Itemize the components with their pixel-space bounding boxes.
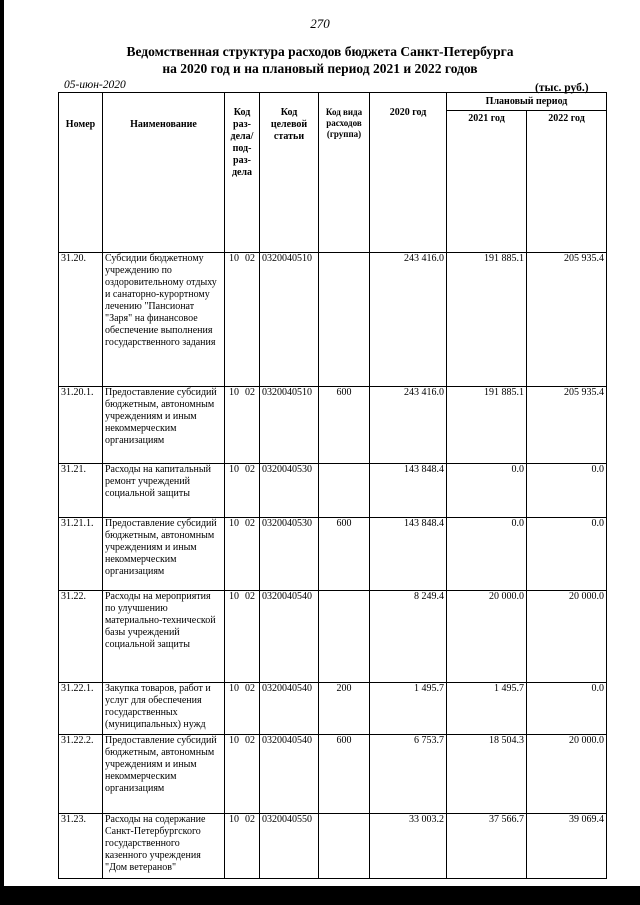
row-value-2020: 143 848.4 xyxy=(370,518,447,591)
row-target-code: 0320040530 xyxy=(260,518,319,591)
row-value-2020: 143 848.4 xyxy=(370,464,447,518)
row-value-2020: 1 495.7 xyxy=(370,683,447,735)
row-expense-type: 600 xyxy=(319,387,370,464)
table-row xyxy=(59,735,607,814)
header-2021: 2021 год xyxy=(447,111,527,253)
row-value-2022: 20 000.0 xyxy=(527,735,607,814)
row-value-2021: 0.0 xyxy=(447,464,527,518)
row-section-code xyxy=(225,683,260,735)
row-razdel: 10 xyxy=(229,253,239,264)
row-razdel: 10 xyxy=(229,518,239,529)
row-number: 31.20.1. xyxy=(59,387,103,464)
row-number: 31.22.2. xyxy=(59,735,103,814)
row-podrazdel: 02 xyxy=(245,387,255,398)
page-title xyxy=(0,43,640,77)
table-row xyxy=(59,683,607,735)
row-section-code xyxy=(225,464,260,518)
row-razdel: 10 xyxy=(229,683,239,694)
units-label: (тыс. руб.) xyxy=(535,82,589,94)
row-value-2021: 191 885.1 xyxy=(447,253,527,387)
row-target-code: 0320040510 xyxy=(260,253,319,387)
row-target-code: 0320040510 xyxy=(260,387,319,464)
header-target-code: Код целевой статьи xyxy=(260,93,319,253)
row-number: 31.23. xyxy=(59,814,103,879)
row-section-code xyxy=(225,591,260,683)
row-target-code: 0320040530 xyxy=(260,464,319,518)
row-value-2022: 20 000.0 xyxy=(527,591,607,683)
row-value-2021: 37 566.7 xyxy=(447,814,527,879)
title-line-1: Ведомственная структура расходов бюджета Санкт-Петербурга xyxy=(126,44,514,59)
row-value-2022: 0.0 xyxy=(527,683,607,735)
row-name: Расходы на содержание Санкт-Петербургского государственного казенного учреждения "Дом ветеранов" xyxy=(103,814,225,879)
row-name: Расходы на мероприятия по улучшению материально-технической базы учреждений социальной защиты xyxy=(103,591,225,683)
row-number: 31.22.1. xyxy=(59,683,103,735)
title-line-2: на 2020 год и на плановый период 2021 и 2022 годов xyxy=(162,61,478,76)
row-name: Предоставление субсидий бюджетным, автономным учреждениям и иным некоммерческим организациям xyxy=(103,735,225,814)
row-name: Предоставление субсидий бюджетным, автономным учреждениям и иным некоммерческим организациям xyxy=(103,518,225,591)
table-row xyxy=(59,253,607,387)
row-value-2020: 6 753.7 xyxy=(370,735,447,814)
header-2020: 2020 год xyxy=(370,93,447,253)
row-name: Субсидии бюджетному учреждению по оздоровительному отдыху и санаторно-курортному лечению "Пансионат "Заря" на финансовое обеспечение выполнения государственного задания xyxy=(103,253,225,387)
row-section-code xyxy=(225,518,260,591)
row-podrazdel: 02 xyxy=(245,464,255,475)
row-podrazdel: 02 xyxy=(245,591,255,602)
row-podrazdel: 02 xyxy=(245,814,255,825)
row-podrazdel: 02 xyxy=(245,518,255,529)
row-expense-type: 600 xyxy=(319,518,370,591)
row-value-2021: 191 885.1 xyxy=(447,387,527,464)
row-target-code: 0320040550 xyxy=(260,814,319,879)
row-value-2021: 18 504.3 xyxy=(447,735,527,814)
row-expense-type xyxy=(319,464,370,518)
row-value-2020: 243 416.0 xyxy=(370,387,447,464)
row-razdel: 10 xyxy=(229,591,239,602)
row-expense-type: 200 xyxy=(319,683,370,735)
row-section-code xyxy=(225,735,260,814)
row-value-2022: 0.0 xyxy=(527,464,607,518)
row-number: 31.21. xyxy=(59,464,103,518)
table-row xyxy=(59,814,607,879)
page-number: 270 xyxy=(310,16,330,31)
row-razdel: 10 xyxy=(229,814,239,825)
row-value-2022: 39 069.4 xyxy=(527,814,607,879)
row-section-code xyxy=(225,814,260,879)
header-expense-type-code: Код вида расходов (группа) xyxy=(319,93,370,253)
row-razdel: 10 xyxy=(229,387,239,398)
row-value-2020: 243 416.0 xyxy=(370,253,447,387)
row-target-code: 0320040540 xyxy=(260,683,319,735)
row-podrazdel: 02 xyxy=(245,253,255,264)
header-plan-period: Плановый период xyxy=(447,93,607,111)
table-row xyxy=(59,591,607,683)
row-section-code xyxy=(225,387,260,464)
header-name: Наименование xyxy=(103,93,225,253)
row-value-2020: 33 003.2 xyxy=(370,814,447,879)
budget-table xyxy=(58,92,607,879)
scan-bottom-edge xyxy=(0,886,640,905)
table-row xyxy=(59,387,607,464)
row-value-2021: 1 495.7 xyxy=(447,683,527,735)
row-value-2022: 0.0 xyxy=(527,518,607,591)
row-value-2021: 20 000.0 xyxy=(447,591,527,683)
row-razdel: 10 xyxy=(229,464,239,475)
row-value-2022: 205 935.4 xyxy=(527,253,607,387)
row-podrazdel: 02 xyxy=(245,735,255,746)
row-value-2022: 205 935.4 xyxy=(527,387,607,464)
row-expense-type xyxy=(319,591,370,683)
header-section-code: Код раз- дела/ под- раз- дела xyxy=(225,93,260,253)
table-row xyxy=(59,518,607,591)
row-podrazdel: 02 xyxy=(245,683,255,694)
row-number: 31.20. xyxy=(59,253,103,387)
scan-edge xyxy=(0,0,4,905)
row-value-2020: 8 249.4 xyxy=(370,591,447,683)
row-target-code: 0320040540 xyxy=(260,735,319,814)
row-name: Расходы на капитальный ремонт учреждений социальной защиты xyxy=(103,464,225,518)
row-number: 31.22. xyxy=(59,591,103,683)
row-expense-type xyxy=(319,253,370,387)
row-target-code: 0320040540 xyxy=(260,591,319,683)
row-name: Закупка товаров, работ и услуг для обеспечения государственных (муниципальных) нужд xyxy=(103,683,225,735)
row-expense-type xyxy=(319,814,370,879)
row-section-code xyxy=(225,253,260,387)
report-date: 05-июн-2020 xyxy=(64,79,126,91)
row-value-2021: 0.0 xyxy=(447,518,527,591)
table-row xyxy=(59,464,607,518)
header-2022: 2022 год xyxy=(527,111,607,253)
header-number: Номер xyxy=(59,93,103,253)
row-name: Предоставление субсидий бюджетным, автономным учреждениям и иным некоммерческим организациям xyxy=(103,387,225,464)
row-expense-type: 600 xyxy=(319,735,370,814)
row-number: 31.21.1. xyxy=(59,518,103,591)
row-razdel: 10 xyxy=(229,735,239,746)
